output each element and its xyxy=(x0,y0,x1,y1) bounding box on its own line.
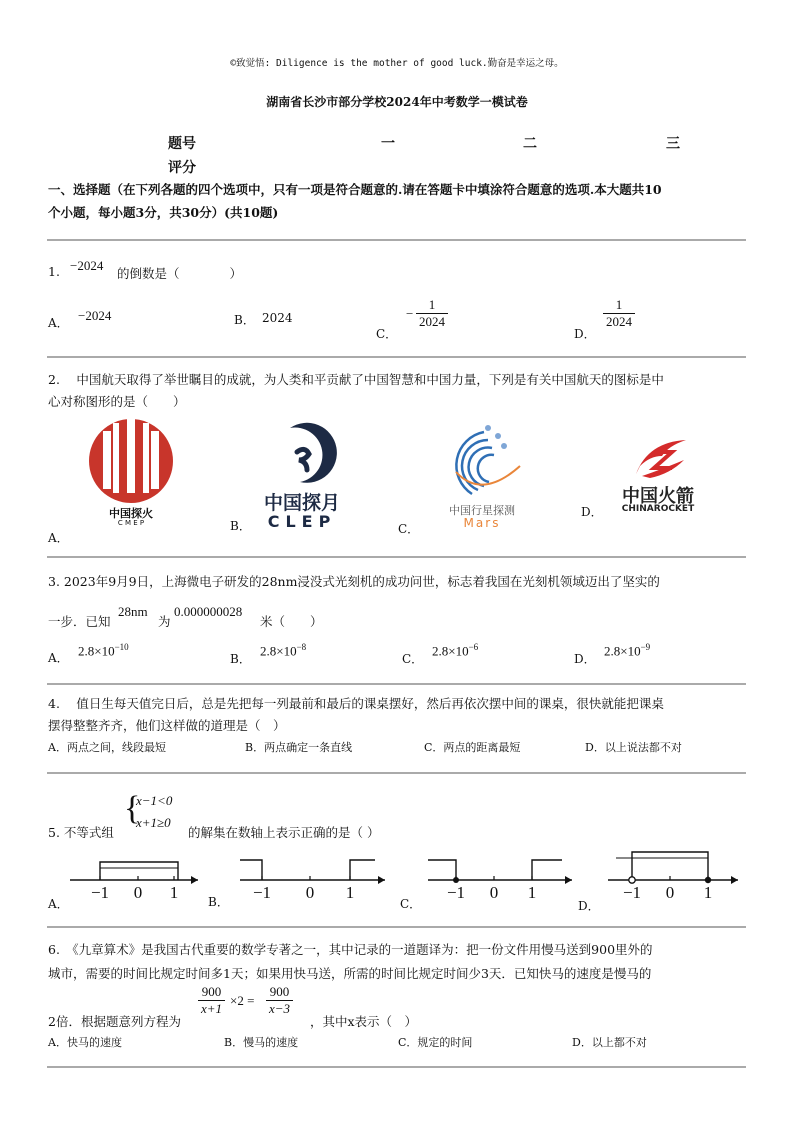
fraction-denominator: 2024 xyxy=(606,314,632,329)
score-col: 一 xyxy=(381,136,395,152)
q3-option-d-label: D． xyxy=(574,652,596,666)
solution-ray-left xyxy=(240,860,262,880)
q4-stem: 摆得整整齐齐，他们这样做的道理是（ ） xyxy=(48,718,286,733)
divider xyxy=(47,926,746,928)
tick-label: 0 xyxy=(489,883,499,902)
section-heading: 个小题，每小题3分，共30分）(共10题) xyxy=(48,205,279,220)
q5-inequality: x+1≥0 xyxy=(136,815,171,830)
planetary-exploration-logo xyxy=(432,422,532,532)
q3-stem-math: 28nm xyxy=(118,604,148,619)
q5-option-b-label: B． xyxy=(208,895,229,909)
tick-label: 1 xyxy=(703,883,713,902)
solid-endpoint xyxy=(705,877,711,883)
tick-label: 1 xyxy=(345,883,355,902)
logo-caption: 中国探火 xyxy=(109,507,153,520)
tick-label: 0 xyxy=(133,883,143,902)
fraction-numerator: 900 xyxy=(198,984,225,1001)
q1-option-d-fraction xyxy=(603,297,635,330)
exponent: −10 xyxy=(114,642,129,652)
logo-caption: 中国探月 xyxy=(263,492,340,514)
score-row-label: 评分 xyxy=(168,160,196,176)
divider xyxy=(47,356,746,358)
q1-expression: −2024 xyxy=(70,258,104,273)
q2-option-b-label: B． xyxy=(230,519,251,533)
china-rocket-logo xyxy=(610,436,710,518)
system-brace: { xyxy=(124,790,141,827)
q1-option-a: −2024 xyxy=(78,308,112,323)
q2-option-a-label: A． xyxy=(48,531,69,545)
axis-arrow xyxy=(565,876,572,884)
fraction-numerator: 1 xyxy=(603,297,635,314)
divider xyxy=(47,239,746,241)
q5-stem: 5. 不等式组 xyxy=(48,825,114,840)
lunar-exploration-logo xyxy=(252,420,362,530)
section-heading: 一、选择题（在下列各题的四个选项中，只有一项是符合题意的.请在答题卡中填涂符合题意的选项.本大题共10 xyxy=(48,182,662,197)
q5-option-a-label: A． xyxy=(48,897,69,911)
tick-label: 0 xyxy=(305,883,315,902)
q1-stem: 的倒数是（ ） xyxy=(117,266,243,281)
number-line-options xyxy=(0,850,794,910)
q3-option-c xyxy=(432,642,478,659)
q3-stem: 3. 2023年9月9日，上海微电子研发的28nm浸没式光刻机的成功问世，标志着我国在光刻机领域迈出了坚实的 xyxy=(48,574,660,589)
q6-fraction-right xyxy=(266,984,293,1017)
exponent: −8 xyxy=(296,642,307,652)
q5-inequality: x−1<0 xyxy=(136,793,173,808)
logo-caption: CLEP xyxy=(267,512,337,531)
tick-label: 1 xyxy=(527,883,537,902)
exam-title: 湖南省长沙市部分学校2024年中考数学一模试卷 xyxy=(266,95,528,109)
axis-arrow xyxy=(378,876,385,884)
q1-option-c-label: C． xyxy=(376,327,398,341)
q6-option-d: D．以上都不对 xyxy=(572,1036,647,1049)
mantissa: 2.8×10 xyxy=(604,643,641,659)
logo-caption: C M E P xyxy=(117,519,145,527)
solution-ray-right xyxy=(532,860,562,880)
axis-arrow xyxy=(731,876,738,884)
q3-stem-math: 0.000000028 xyxy=(174,604,243,619)
q6-stem: 城市，需要的时间比规定时间多1天；如果用快马送，所需的时间比规定时间少3天．已知快马的速度是慢马的 xyxy=(48,966,652,981)
q5-stem: 的解集在数轴上表示正确的是（ ） xyxy=(188,825,380,840)
q4-option-d: D．以上说法都不对 xyxy=(585,741,682,754)
q3-stem: 为 xyxy=(158,614,171,629)
tick-label: −1 xyxy=(446,883,466,902)
q6-option-c: C．规定的时间 xyxy=(398,1036,473,1049)
q2-stem: 心对称图形的是（ ） xyxy=(48,394,186,409)
q6-stem: 2倍．根据题意列方程为 xyxy=(48,1014,181,1029)
logo-caption: 中国行星探测 xyxy=(449,504,515,517)
q3-stem: 米（ ） xyxy=(260,614,323,629)
solution-bracket xyxy=(632,852,708,880)
solution-ray-right xyxy=(350,860,375,880)
logo-caption: Mars xyxy=(463,516,501,530)
q6-stem: ，其中x表示（ ） xyxy=(310,1014,418,1029)
q1-number: 1. xyxy=(48,264,60,279)
mantissa: 2.8×10 xyxy=(432,643,469,659)
q5-option-d-label: D． xyxy=(578,899,600,913)
tick-label: −1 xyxy=(90,883,110,902)
q3-option-b xyxy=(260,642,306,659)
q1-option-d-label: D． xyxy=(574,327,596,341)
q2-option-d-label: D． xyxy=(581,505,603,519)
q4-option-c: C．两点的距离最短 xyxy=(424,741,521,754)
mantissa: 2.8×10 xyxy=(260,643,297,659)
divider xyxy=(47,683,746,685)
q1-option-c-fraction xyxy=(416,297,448,330)
open-endpoint xyxy=(629,877,635,883)
mars-exploration-logo xyxy=(76,413,186,528)
q6-fraction-left xyxy=(198,984,225,1017)
tick-label: 0 xyxy=(665,883,675,902)
divider xyxy=(47,1066,746,1068)
q3-option-a xyxy=(78,642,129,659)
tick-label: 1 xyxy=(169,883,179,902)
q4-stem: 4. 值日生每天值完日后，总是先把每一列最前和最后的课桌摆好，然后再依次摆中间的课桌，很快就能把课桌 xyxy=(48,696,664,711)
logo-caption: CHINAROCKET xyxy=(621,504,695,514)
header-motto: ©致觉悟: Diligence is the mother of good luck.勤奋是幸运之母。 xyxy=(230,58,564,69)
q6-option-a: A．快马的速度 xyxy=(48,1036,122,1049)
fraction-numerator: 1 xyxy=(416,297,448,314)
score-row-label: 题号 xyxy=(168,136,196,152)
q2-stem: 2. 中国航天取得了举世瞩目的成就，为人类和平贡献了中国智慧和中国力量，下列是有关中国航天的图标是中 xyxy=(48,372,664,387)
divider xyxy=(47,556,746,558)
fraction-numerator: 900 xyxy=(266,984,293,1001)
q6-equation-mid: ×2 = xyxy=(230,993,255,1008)
tick-label: −1 xyxy=(252,883,272,902)
q1-option-b-label: B． xyxy=(234,313,255,327)
q1-option-a-label: A． xyxy=(48,316,69,330)
q1-option-c-sign: − xyxy=(406,306,414,321)
q3-stem: 一步．已知 xyxy=(48,614,111,629)
exponent: −6 xyxy=(468,642,479,652)
score-col: 二 xyxy=(523,136,537,152)
axis-arrow xyxy=(191,876,198,884)
solid-endpoint xyxy=(453,877,459,883)
fraction-denominator: x−3 xyxy=(269,1001,291,1016)
mantissa: 2.8×10 xyxy=(78,643,115,659)
q5-option-c-label: C． xyxy=(400,897,422,911)
solution-bracket xyxy=(100,862,178,880)
q6-option-b: B．慢马的速度 xyxy=(224,1036,299,1049)
fraction-denominator: x+1 xyxy=(201,1001,223,1016)
q3-option-b-label: B． xyxy=(230,652,251,666)
fraction-denominator: 2024 xyxy=(419,314,445,329)
logo-caption: 中国火箭 xyxy=(622,486,694,507)
q1-option-b: 2024 xyxy=(262,311,293,325)
q4-option-b: B．两点确定一条直线 xyxy=(245,741,353,754)
divider xyxy=(47,772,746,774)
q4-option-a: A．两点之间，线段最短 xyxy=(48,741,166,754)
q3-option-a-label: A． xyxy=(48,651,69,665)
score-col: 三 xyxy=(666,136,680,152)
solution-ray-left xyxy=(428,860,456,880)
q3-option-c-label: C． xyxy=(402,652,424,666)
exponent: −9 xyxy=(640,642,651,652)
q2-option-c-label: C． xyxy=(398,522,420,536)
tick-label: −1 xyxy=(622,883,642,902)
q3-option-d xyxy=(604,642,650,659)
q6-stem: 6. 《九章算术》是我国古代重要的数学专著之一，其中记录的一道题译为：把一份文件用慢马送到900里外的 xyxy=(48,942,653,957)
